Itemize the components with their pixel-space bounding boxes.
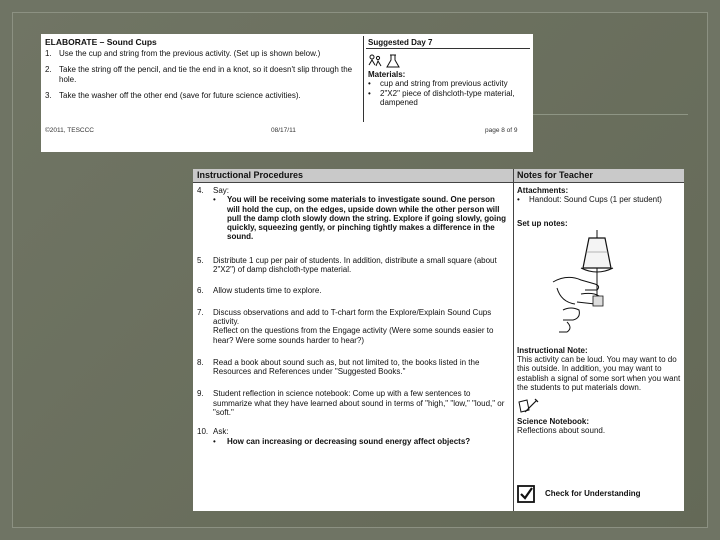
column-divider: [363, 36, 364, 122]
table-header: [193, 169, 684, 183]
group-icon: [368, 54, 382, 68]
decorative-line: [528, 114, 688, 115]
header-procedures: Instructional Procedures: [197, 170, 304, 180]
bullet-icon: •: [213, 436, 216, 446]
procedure-item: 7. Discuss observations and add to T-chart form the Explore/Explain Sound Cups activity. Reflect on the questions from the Engage activity (Were some sounds easier to hear? Were some sounds harder to hear?): [197, 307, 494, 345]
procedure-item: 4. Say:: [197, 186, 230, 195]
procedure-bullet: • You will be receiving some materials to investigate sound. One person will hold the cup, on the edges, upside down while the other person will pull the damp cloth slowly down the string. Explore if going slowly, going quickly, squeezing gently, or pinching tightly makes a difference in the sound.: [213, 195, 506, 242]
attachment-item: • Handout: Sound Cups (1 per student): [517, 195, 662, 205]
science-notebook-note: Science Notebook: Reflections about sound.: [517, 398, 681, 435]
elaborate-title: ELABORATE – Sound Cups: [45, 37, 157, 47]
suggested-day: Suggested Day 7: [368, 38, 433, 47]
elaborate-steps: [45, 38, 363, 101]
elaborate-materials: [368, 38, 530, 108]
notes-column: [517, 186, 681, 435]
procedure-item: 5. Distribute 1 cup per pair of students. In addition, distribute a small square (about 2"X2") of damp dishcloth-type material.: [197, 255, 497, 275]
copyright: ©2011, TESCCC: [45, 127, 94, 134]
bullet-icon: •: [368, 79, 371, 88]
notebook-pencil-icon: [517, 398, 539, 414]
step-item: 2. Take the string off the pencil, and tie the end in a knot, so it doesn't slip through the hole.: [45, 65, 353, 84]
flask-icon: [386, 54, 400, 68]
materials-label: Materials:: [368, 69, 406, 79]
material-item: • 2"X2" piece of dishcloth-type material, dampened: [368, 88, 515, 107]
bullet-icon: •: [368, 88, 371, 98]
elaborate-card: [41, 34, 533, 152]
bullet-icon: •: [213, 195, 216, 205]
step-item: 1. Use the cup and string from the previous activity. (Set up is shown below.): [45, 48, 321, 58]
attachments-label: Attachments:: [517, 186, 569, 195]
setup-notes-label: Set up notes:: [517, 218, 568, 228]
procedure-item: 6. Allow students time to explore.: [197, 286, 322, 296]
cup-and-string-drawing: [537, 230, 657, 340]
column-divider: [513, 169, 514, 511]
instruction-card: [193, 169, 684, 511]
procedure-bullet: • How can increasing or decreasing sound energy affect objects?: [213, 436, 471, 446]
material-item: • cup and string from previous activity: [368, 79, 508, 88]
procedure-item: 9. Student reflection in science notebook: Come up with a few sentences to summarize what they have learned about sound in terms of "high," "low," "loud," or "soft.": [197, 389, 505, 418]
procedure-item: 10. Ask:: [197, 427, 229, 437]
group-icons: [368, 54, 530, 68]
bullet-icon: •: [517, 195, 520, 205]
check-for-understanding: Check for Understanding: [517, 485, 641, 503]
header-notes: Notes for Teacher: [517, 170, 593, 180]
instructional-note: Instructional Note: This activity can be loud. You may want to do this outside. In addition, you may want to establish a signal of some sort when you want the students to put materials down.: [517, 345, 681, 393]
procedures-column: [197, 186, 509, 446]
footer-page: page 8 of 9: [485, 127, 518, 134]
cup-setup-illustration: [537, 230, 657, 340]
procedure-item: 8. Read a book about sound such as, but not limited to, the books listed in the Resources and References under "Suggested Books.": [197, 357, 480, 377]
step-item: 3. Take the washer off the other end (save for future science activities).: [45, 91, 301, 100]
checkbox-checked-icon: [517, 485, 535, 503]
footer-date: 08/17/11: [271, 127, 296, 134]
